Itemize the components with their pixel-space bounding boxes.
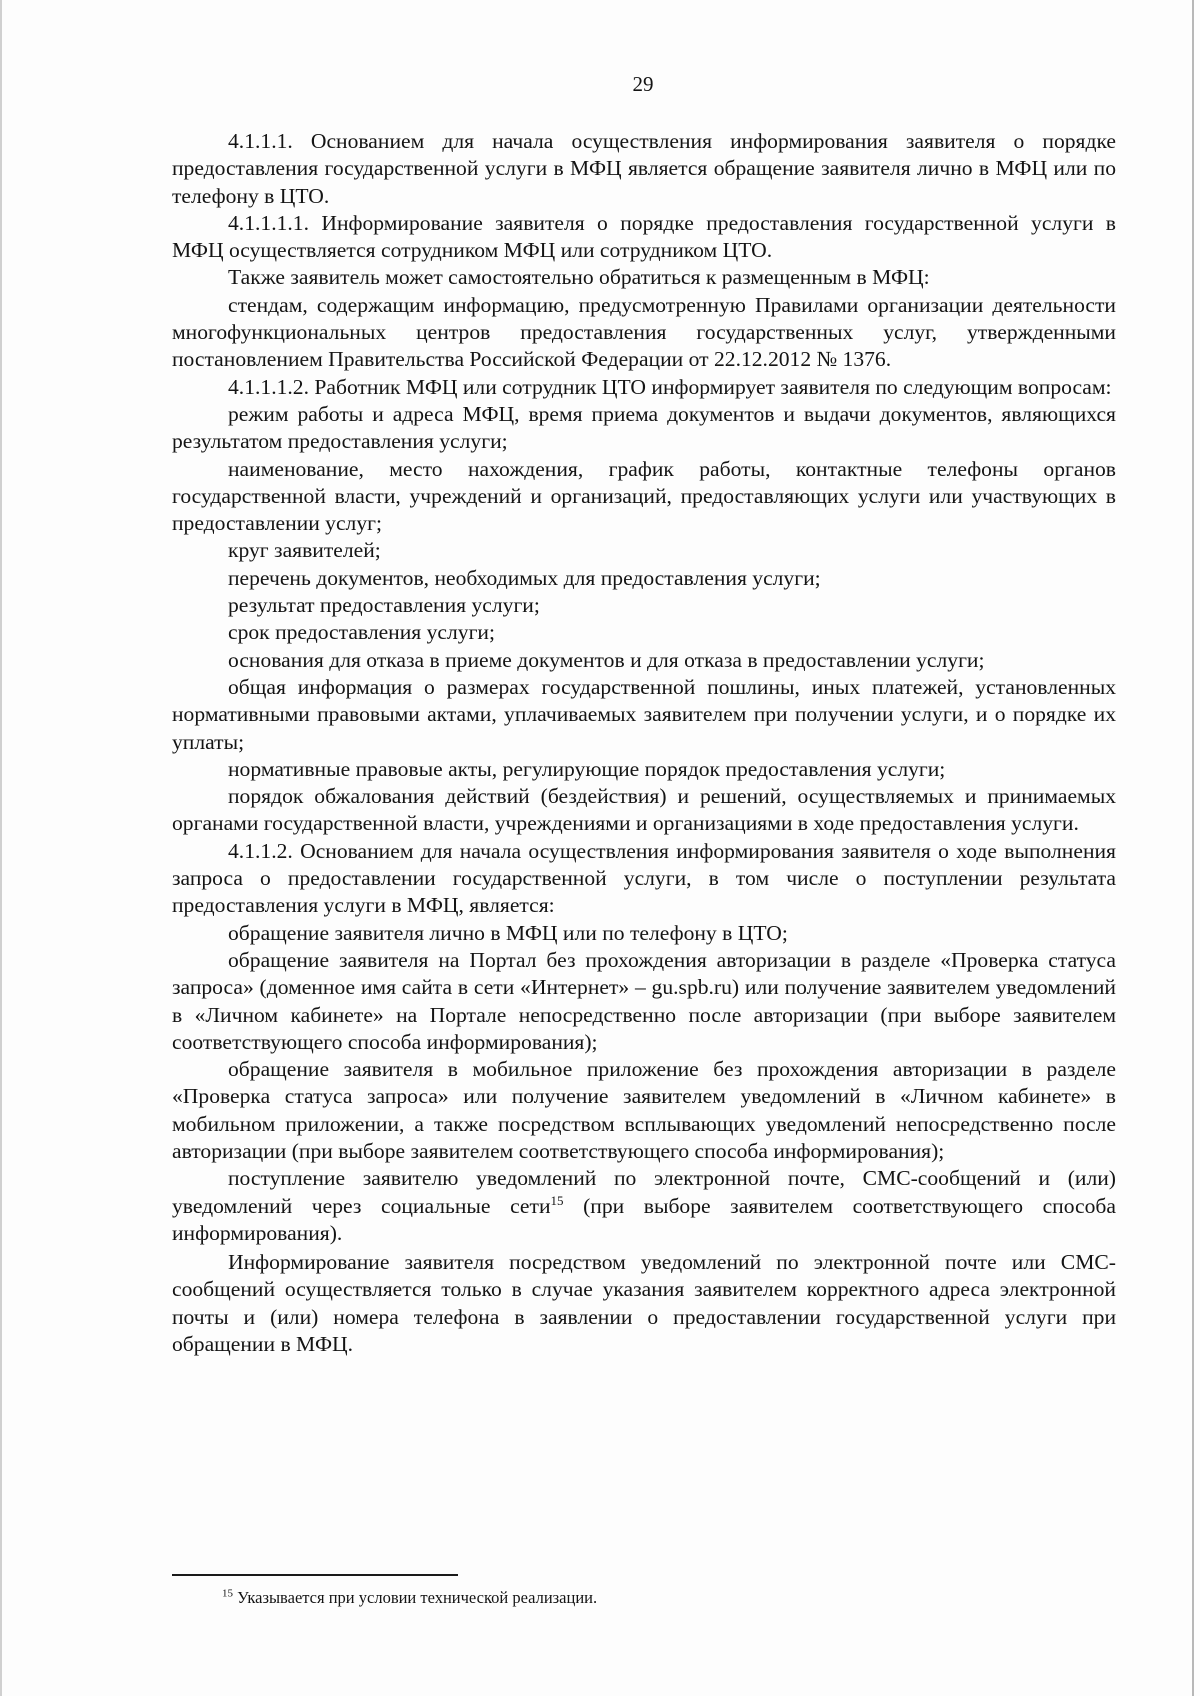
paragraph: наименование, место нахождения, график работы, контактные телефоны органов государственной власти, учреждений и организаций, предоставляющих услуги или участвующих в предоставлении услуг; [172,456,1116,536]
scan-edge-left [0,0,2,1696]
paragraph-text: (при выборе заявителем соответствующего способа информирования). [172,1193,1116,1245]
page-number: 29 [632,72,654,96]
footnote-text: Указывается при условии технической реализации. [233,1588,598,1607]
paragraph: основания для отказа в приеме документов и для отказа в предоставлении услуги; [228,647,985,672]
paragraph: общая информация о размерах государственной пошлины, иных платежей, установленных нормативными правовыми актами, уплачиваемых заявителем при получении услуги, и о порядке их уплаты; [172,674,1116,754]
footnote [222,1588,597,1608]
paragraph: обращение заявителя на Портал без прохождения авторизации в разделе «Проверка статуса запроса» (доменное имя сайта в сети «Интернет» – gu.spb.ru) или получение заявителем уведомлений в «Личном кабинете» на Портале непосредственно после авторизации (при выборе заявителем соответствующего способа информирования); [172,947,1116,1054]
paragraph: стендам, содержащим информацию, предусмотренную Правилами организации деятельности многофункциональных центров предоставления государственных услуг, утвержденными постановлением Правительства Российской Федерации от 22.12.2012 № 1376. [172,292,1116,372]
paragraph: результат предоставления услуги; [228,593,540,618]
document-body [172,128,1116,1358]
paragraph: Также заявитель может самостоятельно обратиться к размещенным в МФЦ: [228,265,930,290]
paragraph: обращение заявителя в мобильное приложение без прохождения авторизации в разделе «Проверка статуса запроса» или получение заявителем уведомлений в «Личном кабинете» в мобильном приложении, а также посредством всплывающих уведомлений непосредственно после авторизации (при выборе заявителем соответствующего способа информирования); [172,1057,1116,1163]
scan-edge-right [1192,0,1194,1696]
paragraph: срок предоставления услуги; [228,620,495,645]
paragraph: нормативные правовые акты, регулирующие порядок предоставления услуги; [228,756,946,781]
paragraph: 4.1.1.2. Основанием для начала осуществления информирования заявителя о ходе выполнения запроса о предоставлении государственной услуги, в том числе о поступлении результата предоставления услуги в МФЦ, является: [172,838,1116,918]
footnote-number: 15 [222,1587,233,1600]
footnote-separator [172,1574,458,1576]
paragraph-text: поступление заявителю уведомлений по электронной почте, СМС-сообщений и (или) уведомлений через социальные сети [172,1166,1116,1218]
paragraph: Информирование заявителя посредством уведомлений по электронной почте или СМС-сообщений осуществляется только в случае указания заявителем корректного адреса электронной почты и (или) номера телефона в заявлении о предоставлении государственной услуги при обращении в МФЦ. [172,1250,1116,1357]
paragraph: порядок обжалования действий (бездействия) и решений, осуществляемых и принимаемых органами государственной власти, учреждениями и организациями в ходе предоставления услуги. [172,784,1116,836]
paragraph: перечень документов, необходимых для предоставления услуги; [228,565,821,590]
paragraph: круг заявителей; [228,538,381,563]
paragraph: 4.1.1.1.2. Работник МФЦ или сотрудник ЦТО информирует заявителя по следующим вопросам: [228,374,1112,399]
paragraph: режим работы и адреса МФЦ, время приема документов и выдачи документов, являющихся результатом предоставления услуги; [172,401,1116,454]
paragraph: обращение заявителя лично в МФЦ или по телефону в ЦТО; [228,920,788,945]
footnote-reference: 15 [550,1192,564,1208]
paragraph-with-footnote [172,1165,1116,1247]
paragraph: 4.1.1.1.1. Информирование заявителя о порядке предоставления государственной услуги в МФЦ осуществляется сотрудником МФЦ или сотрудником ЦТО. [172,210,1116,263]
paragraph: 4.1.1.1. Основанием для начала осуществления информирования заявителя о порядке предоставления государственной услуги в МФЦ является обращение заявителя лично в МФЦ или по телефону в ЦТО. [172,129,1116,208]
